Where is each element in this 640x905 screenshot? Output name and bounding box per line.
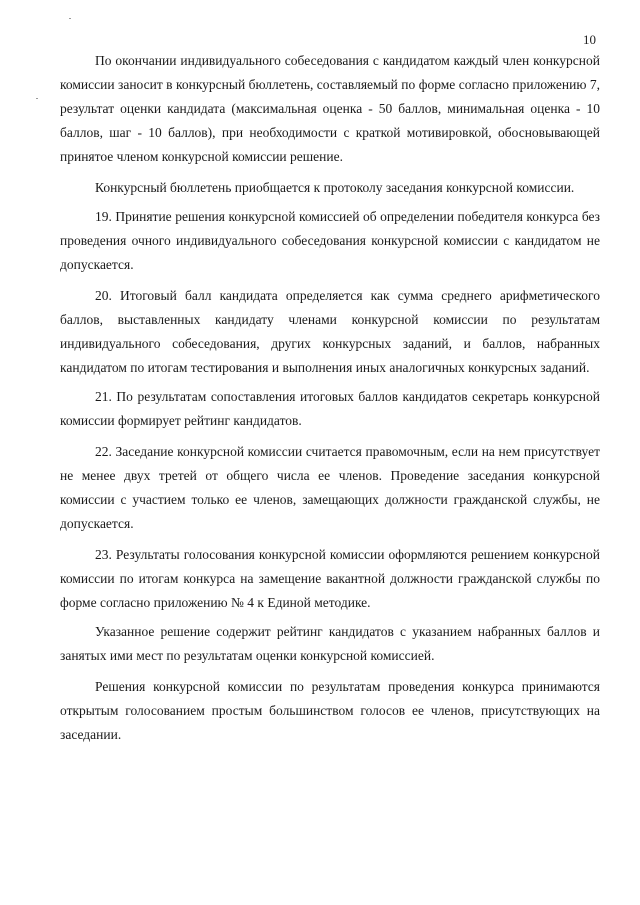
scan-speck: [36, 98, 38, 99]
page-number: 10: [583, 32, 596, 47]
paragraph-decision-content: Указанное решение содержит рейтинг кандидатов с указанием набранных баллов и занятых ими мест по результатам оценки конкурсной комиссией.: [60, 624, 600, 663]
paragraph-item-20: 20. Итоговый балл кандидата определяется как сумма среднего арифметического баллов, выставленных кандидату членами конкурсной комиссии по результатам индивидуального собеседования, других конкурсных заданий, и баллов, набранных кандидатом по итогам тестирования и выполнения иных аналогичных конкурсных заданий.: [60, 288, 600, 375]
paragraph-item-19: 19. Принятие решения конкурсной комиссией об определении победителя конкурса без проведения очного индивидуального собеседования конкурсной комиссии с кандидатом не допускается.: [60, 209, 600, 272]
document-body: [60, 49, 600, 754]
paragraph-voting-rule: Решения конкурсной комиссии по результатам проведения конкурса принимаются открытым голосованием простым большинством голосов ее членов, присутствующих на заседании.: [60, 679, 600, 742]
paragraph-ballot-entry: По окончании индивидуального собеседования с кандидатом каждый член конкурсной комиссии заносит в конкурсный бюллетень, составляемый по форме согласно приложению 7, результат оценки кандидата (максимальная оценка - 50 баллов, минимальная оценка - 10 баллов, шаг - 10 баллов), при необходимости с краткой мотивировкой, обосновывающей принятое членом конкурсной комиссии решение.: [60, 53, 600, 164]
paragraph-item-22: 22. Заседание конкурсной комиссии считается правомочным, если на нем присутствует не менее двух третей от общего числа ее членов. Проведение заседания конкурсной комиссии с участием только ее членов, замещающих должности гражданской службы, не допускается.: [60, 444, 600, 531]
paragraph-ballot-attached: Конкурсный бюллетень приобщается к протоколу заседания конкурсной комиссии.: [95, 180, 575, 195]
paragraph-item-21: 21. По результатам сопоставления итоговых баллов кандидатов секретарь конкурсной комиссии формирует рейтинг кандидатов.: [60, 389, 600, 428]
paragraph-item-23: 23. Результаты голосования конкурсной комиссии оформляются решением конкурсной комиссии по итогам конкурса на замещение вакантной должности гражданской службы по форме согласно приложению № 4 к Единой методике.: [60, 547, 600, 610]
scan-speck: [69, 18, 71, 19]
